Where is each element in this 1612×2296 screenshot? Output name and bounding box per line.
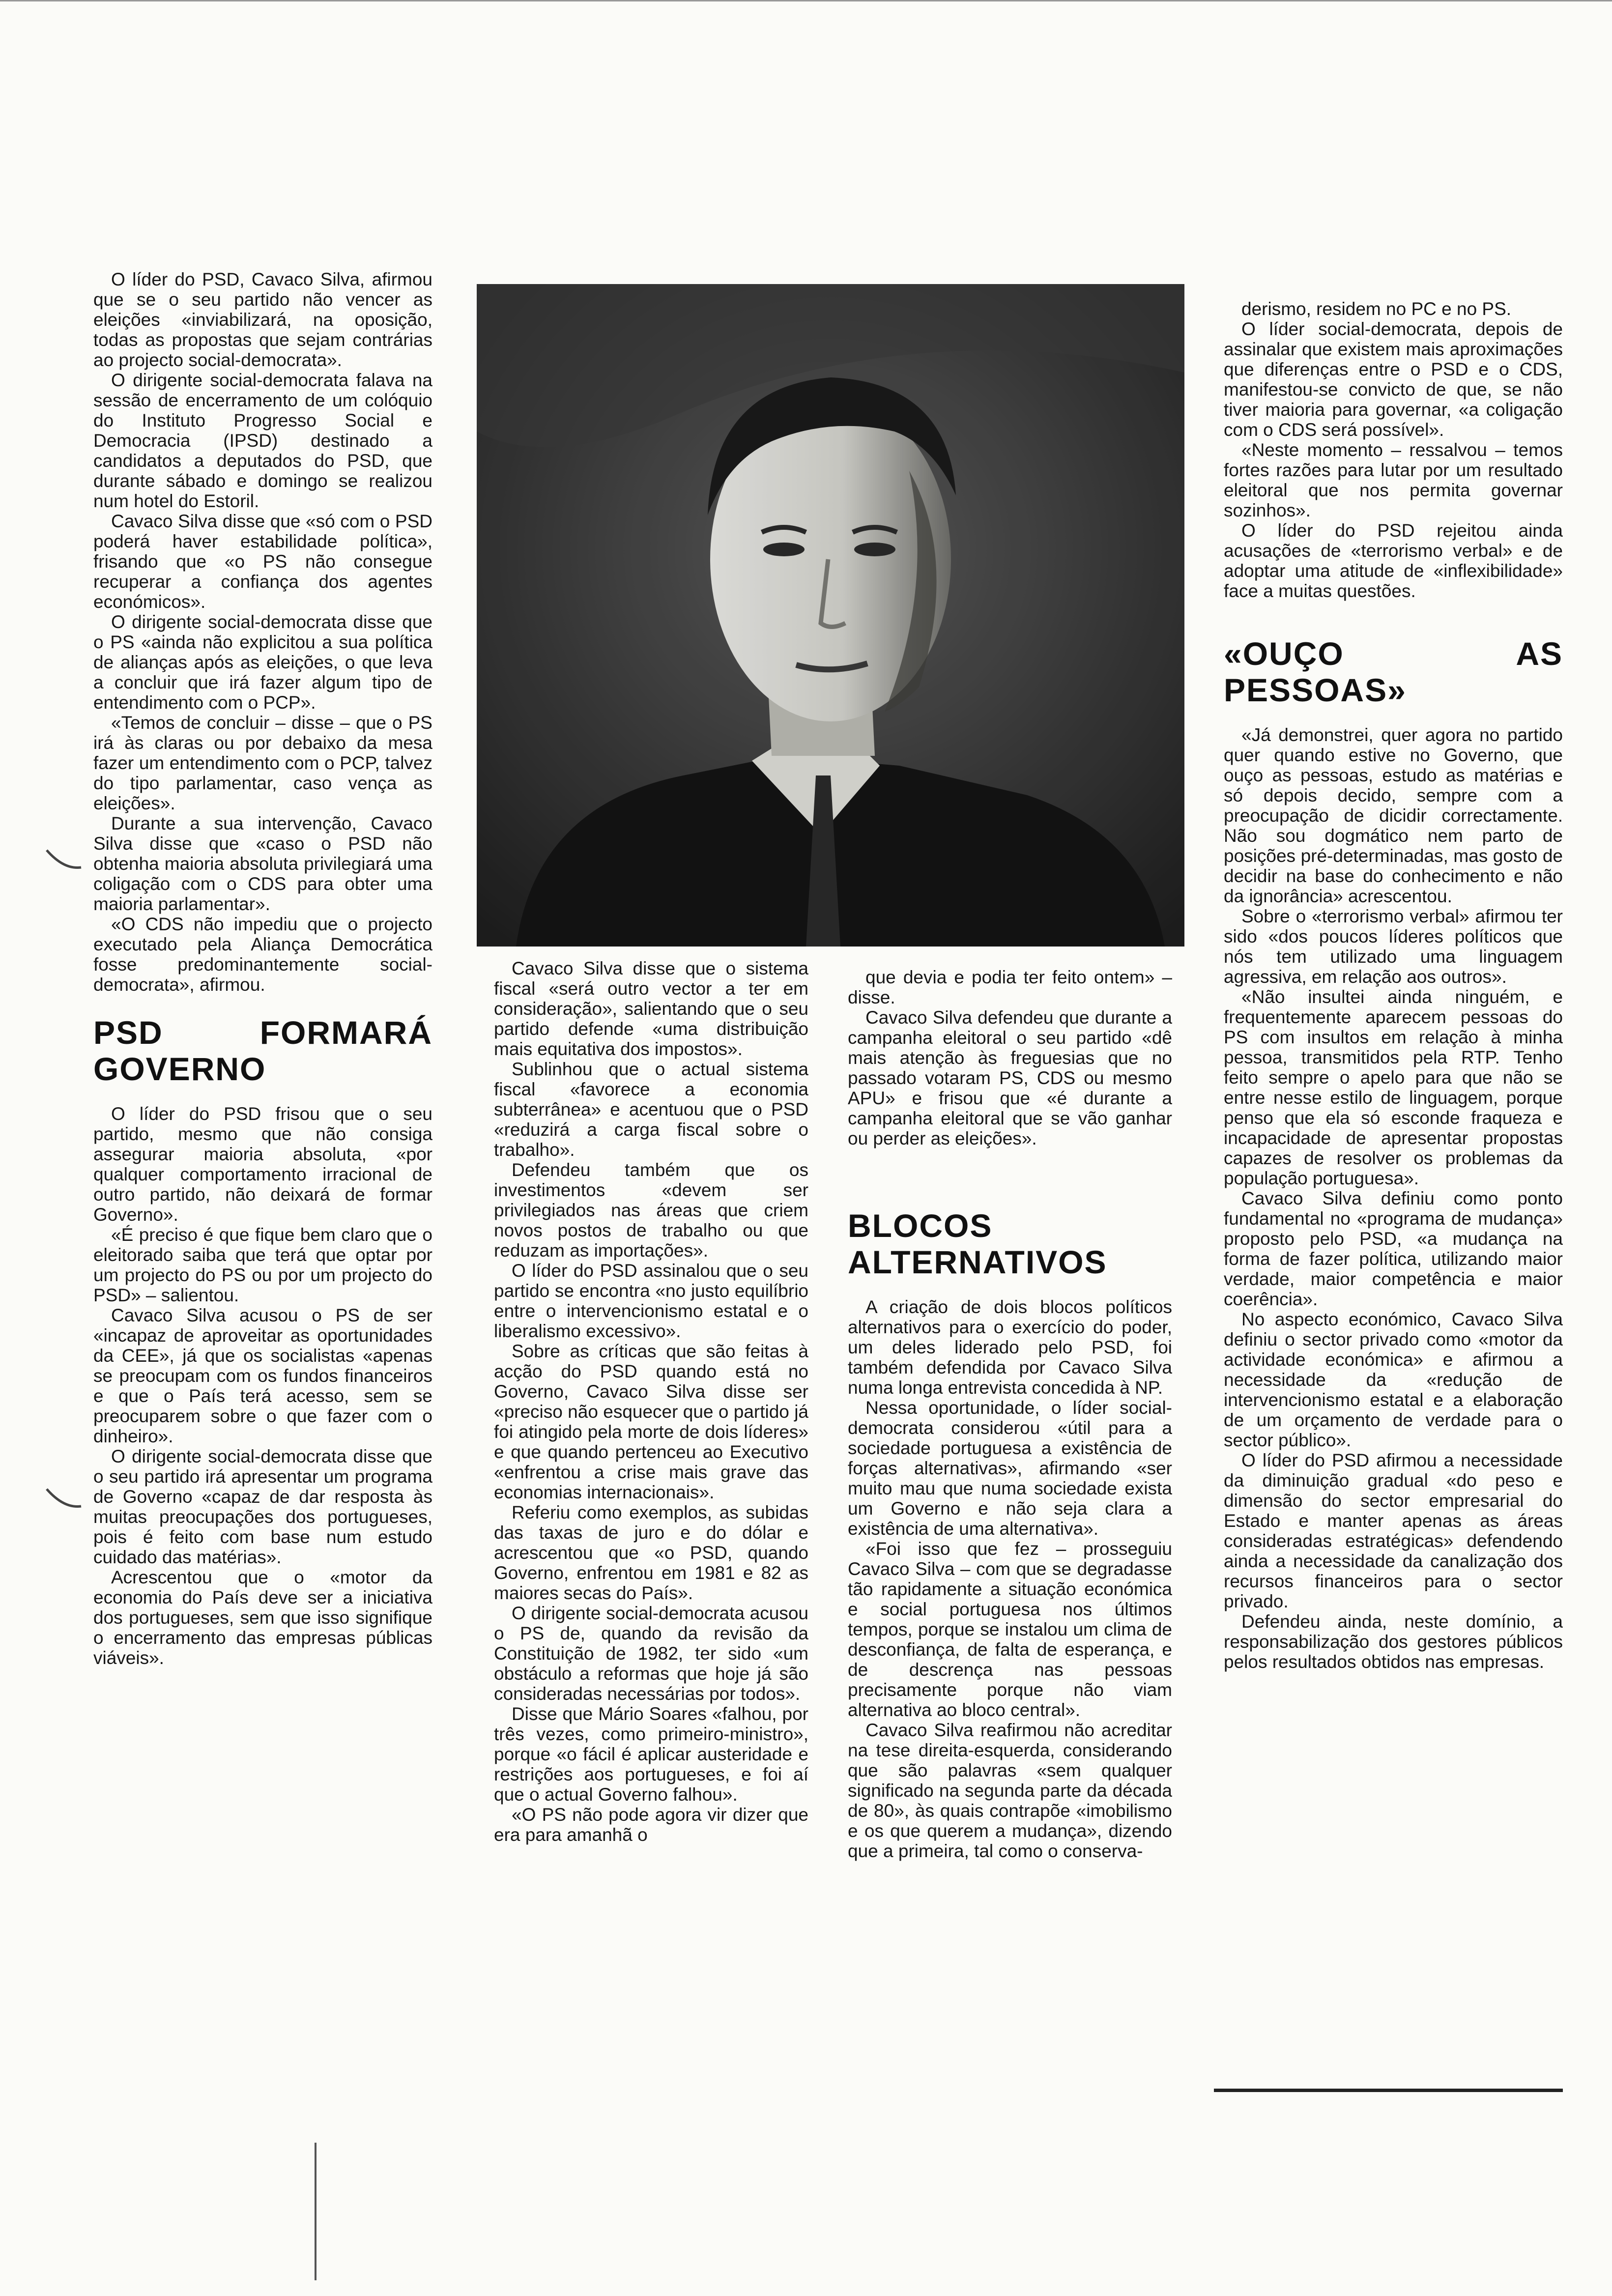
article-paragraph: Nessa oportunidade, o líder social-democrata considerou «útil para a sociedade portuguesa a existência de forças alternativas», afirmando «ser muito mau que numa sociedade exista um Governo e não seja clara a existência de uma alternativa». — [848, 1398, 1172, 1539]
article-paragraph: Acrescentou que o «motor da economia do País deve ser a iniciativa dos portugueses, sem que isso signifique o encerramento das empresas públicas viáveis». — [93, 1567, 432, 1668]
portrait-photo — [477, 284, 1184, 947]
col1-body-2 — [93, 1104, 432, 1668]
article-paragraph: «Não insultei ainda ninguém, e frequentemente aparecem pessoas do PS com insultos em relação à minha pessoa, transmitidos pela RTP. Tenho feito sempre o apelo para que não se entre nesse estilo de linguagem, porque penso que ela só esconde fraqueza e incapacidade de apresentar propostas capazes de resolver os problemas da população portuguesa». — [1224, 987, 1563, 1188]
article-paragraph: No aspecto económico, Cavaco Silva definiu o sector privado como «motor da actividade económica» e afirmou a necessidade da «redução de intervencionismo estatal e a elaboração de um orçamento de verdade para o sector público». — [1224, 1309, 1563, 1450]
portrait-photo-icon — [477, 284, 1184, 947]
article-paragraph: Sobre as críticas que são feitas à acção do PSD quando está no Governo, Cavaco Silva disse ser «preciso não esquecer que o partido já foi atingido pela morte de dois líderes» e que quando pertenceu ao Executivo «enfrentou a crise mais grave das economias internacionais». — [494, 1341, 808, 1502]
article-paragraph: derismo, residem no PC e no PS. — [1241, 299, 1512, 319]
article-paragraph: O líder do PSD afirmou a necessidade da diminuição gradual «do peso e dimensão do sector empresarial do Estado e manter apenas as áreas consideradas estratégicas» defendendo ainda a necessidade da canalização dos recursos financeiros para o sector privado. — [1224, 1450, 1563, 1611]
article-paragraph: O dirigente social-democrata acusou o PS de, quando da revisão da Constituição de 1982, ter sido «um obstáculo a reformas que hoje já são consideradas necessárias por todos». — [494, 1603, 808, 1704]
col3-body-2 — [848, 1297, 1172, 1861]
article-paragraph: que devia e podia ter feito ontem» – disse. — [848, 967, 1172, 1007]
punch-mark-icon — [44, 845, 84, 875]
article-paragraph: A criação de dois blocos políticos alternativos para o exercício do poder, um deles liderado pelo PSD, foi também defendida por Cavaco Silva numa longa entrevista concedida à NP. — [848, 1297, 1172, 1398]
col1-body — [93, 269, 432, 995]
article-paragraph: Defendeu também que os investimentos «devem ser privilegiados nas áreas que criem novos postos de trabalho ou que reduzam as importações». — [494, 1160, 808, 1261]
scan-artifact-line — [315, 2143, 317, 2280]
article-paragraph: O líder do PSD assinalou que o seu partido se encontra «no justo equilíbrio entre o intervencionismo estatal e o liberalismo excessivo». — [494, 1261, 808, 1341]
subheading-ouco-as-pessoas: «OUÇO AS PESSOAS» — [1224, 635, 1563, 708]
article-paragraph: «O PS não pode agora vir dizer que era para amanhã o — [494, 1805, 808, 1845]
article-paragraph: O dirigente social-democrata disse que o seu partido irá apresentar um programa de Governo «capaz de dar resposta às muitas preocupações dos portugueses, pois é feito com base num estudo cuidado das matérias». — [93, 1446, 432, 1567]
article-paragraph: Cavaco Silva definiu como ponto fundamental no «programa de mudança» proposto pelo PSD, «a mudança na forma de fazer política, utilizando maior verdade, maior competência e maior coerência». — [1224, 1188, 1563, 1309]
subheading-blocos-alternativos: BLOCOS ALTERNATIVOS — [848, 1207, 1107, 1280]
article-paragraph: Durante a sua intervenção, Cavaco Silva disse que «caso o PSD não obtenha maioria absoluta privilegiará uma coligação com o CDS para obter uma maioria parlamentar». — [93, 813, 432, 914]
article-paragraph: Cavaco Silva reafirmou não acreditar na tese direita-esquerda, considerando que são palavras «sem qualquer significado na segunda parte da década de 80», às quais contrapõe «imobilismo e os que querem a mudança», dizendo que a primeira, tal como o conserva- — [848, 1720, 1172, 1861]
article-paragraph: «É preciso é que fique bem claro que o eleitorado saiba que terá que optar por um projecto do PS ou por um projecto do PSD» – salientou. — [93, 1225, 432, 1305]
scan-top-edge — [0, 0, 1612, 1]
article-paragraph: Sobre o «terrorismo verbal» afirmou ter sido «dos poucos líderes políticos que nós tem utilizado uma linguagem agressiva, em relação aos outros». — [1224, 906, 1563, 987]
article-paragraph: O líder do PSD, Cavaco Silva, afirmou que se o seu partido não vencer as eleições «inviabilizará, na oposição, todas as propostas que sejam contrárias ao projecto social-democrata». — [93, 269, 432, 370]
col2-body — [494, 958, 808, 1845]
article-paragraph: Disse que Mário Soares «falhou, por três vezes, como primeiro-ministro», porque «o fácil é aplicar austeridade e restrições aos portugueses, e foi aí que o actual Governo falhou». — [494, 1704, 808, 1805]
article-paragraph: Cavaco Silva disse que «só com o PSD poderá haver estabilidade política», frisando que «o PS não consegue recuperar a confiança dos agentes económicos». — [93, 511, 432, 612]
article-column-3 — [848, 967, 1172, 1861]
col3-body — [848, 967, 1172, 1148]
end-rule — [1214, 2089, 1563, 2092]
article-paragraph: Defendeu ainda, neste domínio, a responsabilização dos gestores públicos pelos resultados obtidos nas empresas. — [1224, 1611, 1563, 1672]
col4-body — [1224, 299, 1563, 601]
article-paragraph: Cavaco Silva defendeu que durante a campanha eleitoral o seu partido «dê mais atenção às freguesias que no passado votaram PS, CDS ou mesmo APU» e frisou que «é durante a campanha eleitoral que se vão ganhar ou perder as eleições». — [848, 1007, 1172, 1148]
article-column-2 — [494, 958, 808, 1845]
article-paragraph: «Já demonstrei, quer agora no partido quer quando estive no Governo, que ouço as pessoas, estudo as matérias e só depois decido, sempre com a preocupação de dicidir correctamente. Não sou dogmático nem parto de posições pré-determinadas, mas gosto de decidir na base do conhecimento e não da ignorância» acrescentou. — [1224, 725, 1563, 906]
article-paragraph: O líder social-democrata, depois de assinalar que existem mais aproximações que diferenças entre o PSD e o CDS, manifestou-se convicto de que, se não tiver maioria para governar, «a coligação com o CDS será possível». — [1224, 319, 1563, 440]
article-column-4 — [1224, 299, 1563, 1672]
article-column-1 — [93, 269, 432, 1668]
article-paragraph: «Neste momento – ressalvou – temos fortes razões para lutar por um resultado eleitoral que nos permita governar sozinhos». — [1224, 440, 1563, 520]
col4-body-2 — [1224, 725, 1563, 1672]
article-paragraph: O líder do PSD rejeitou ainda acusações de «terrorismo verbal» e de adoptar uma atitude de «inflexibilidade» face a muitas questões. — [1224, 520, 1563, 601]
article-paragraph: Cavaco Silva acusou o PS de ser «incapaz de aproveitar as oportunidades da CEE», já que os socialistas «apenas se preocupam com os fundos financeiros e que o País terá acesso, sem se preocuparem sobre o que fazer com o dinheiro». — [93, 1305, 432, 1446]
article-paragraph: «Temos de concluir – disse – que o PS irá às claras ou por debaixo da mesa fazer um entendimento com o PCP, talvez do tipo parlamentar, caso vença as eleições». — [93, 713, 432, 813]
article-paragraph: O líder do PSD frisou que o seu partido, mesmo que não consiga assegurar maioria absoluta, «por qualquer comportamento irracional de outro partido, não deixará de formar Governo». — [93, 1104, 432, 1225]
article-paragraph: O dirigente social-democrata falava na sessão de encerramento de um colóquio do Instituto Progresso Social e Democracia (IPSD) destinado a candidatos a deputados do PSD, que durante sábado e domingo se realizou num hotel do Estoril. — [93, 370, 432, 511]
article-paragraph: «O CDS não impediu que o projecto executado pela Aliança Democrática fosse predominantemente social-democrata», afirmou. — [93, 914, 432, 995]
punch-mark-icon — [44, 1484, 84, 1514]
article-paragraph: Sublinhou que o actual sistema fiscal «favorece a economia subterrânea» e acentuou que o PSD «reduzirá a carga fiscal sobre o trabalho». — [494, 1059, 808, 1160]
subheading-psd-formara-governo: PSD FORMARÁ GOVERNO — [93, 1014, 432, 1087]
article-paragraph: Cavaco Silva disse que o sistema fiscal «será outro vector a ter em consideração», salientando que o seu partido defende «uma distribuição mais equitativa dos impostos». — [494, 958, 808, 1059]
article-paragraph: Referiu como exemplos, as subidas das taxas de juro e do dólar e acrescentou que «o PSD, quando Governo, enfrentou em 1981 e 82 as maiores secas do País». — [494, 1502, 808, 1603]
article-paragraph: O dirigente social-democrata disse que o PS «ainda não explicitou a sua política de alianças após as eleições, o que leva a concluir que irá fazer algum tipo de entendimento com o PCP». — [93, 612, 432, 713]
article-paragraph: «Foi isso que fez – prosseguiu Cavaco Silva – com que se degradasse tão rapidamente a situação económica e social portuguesa nos últimos tempos, porque se instalou um clima de desconfiança, de falta de esperança, e de descrença nas pessoas precisamente porque não viam alternativa ao bloco central». — [848, 1539, 1172, 1720]
